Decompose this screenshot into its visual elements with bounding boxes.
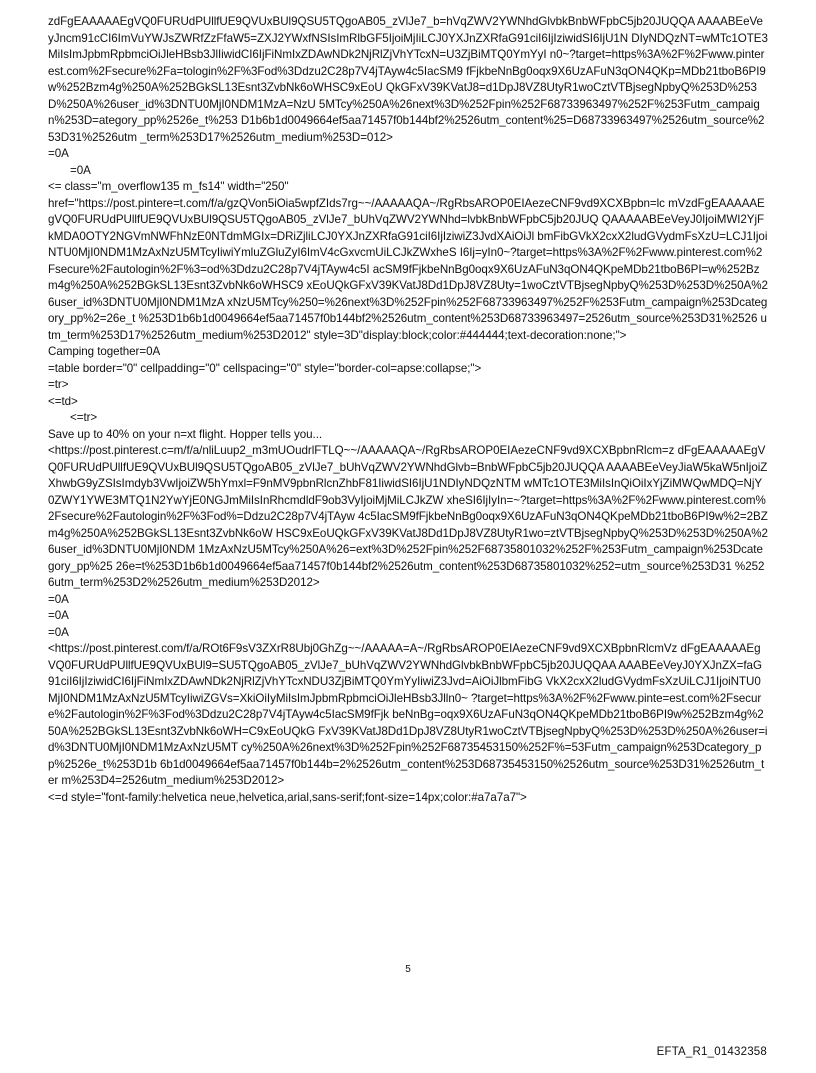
text-line: <https://post.pinterest.c=m/f/a/nliLuup2_m3mUOudrlFTLQ~~/AAAAAQA~/RgRbsAROP0EIAezeCNF9vd9XCXBpbnRlcm=z dFgEAAAAAEgVQ0FURUdPUllfUE9QVUxBUl9QSU5TQgoAB05_zVlJe7_bUhVqZWV2YWNhdGlvb=BnbWFpbC5jb20JUQQA AAAABEeVeyJiaW5kaW5nIjoiZXhwbG9yZSIsImdyb3VwIjoiZW5hYmxl=F9nMV9pbnRlcnZhbF81IiwidSI6IjU1NDIyNDQzNTM wMTc1OTE3MiIsInQiOiIxYjZiMWQwMDQ=NjY0ZWY1YWE3MTQ1N2YwYjE0NGJmMiIsInRhcmdldF9ob3VyIjoiMjMiLCJkZW xheSI6IjIyIn=~?target=https%3A%2F%2Fwww.pinterest.com%2Fsecure%2Fautologin%2F%3Fod%=Ddzu2C28p7V4jTAyw 4c5IacSM9fFjkbeNnBg0oqx9X6UzAFuN3qON4QKpeMDb21tboB6PI9w%2=2BZm4g%250A%252BGkSL13Esnt3ZvbNk6oW HSC9xEoUQkGFxV39KVatJ8Dd1DpJ8VZ8UtyR1wo=ztVTBjsegNpbyQ%253D%253D%250A%26user_id%3DNTU0MjI0NDM 1MzAxNzU5MTcy%250A%26=ext%3D%252Fpin%252F68735801032%252F%253Futm_campaign%253Dcategory_pp%25 26e=t%253D1b6b1d0049664ef5aa71457f0b144bf2%2526utm_content%253D68735801032%252=utm_source%253D31 %2526utm_term%253D2%2526utm_medium%253D2012> — [48, 444, 768, 589]
text-line: <=d style="font-family:helvetica neue,helvetica,arial,sans-serif;font-size=14px;color:#a7a7a7"> — [48, 790, 527, 804]
text-line: =0A — [48, 147, 69, 160]
text-line: =table border="0" cellpadding="0" cellspacing="0" style="border-col=apse:collapse;"> — [48, 361, 482, 375]
text-line: Save up to 40% on your n=xt flight. Hopper tells you... — [48, 427, 323, 441]
text-line: =0A — [48, 609, 69, 622]
text-line: <=tr> — [70, 411, 98, 424]
page-number: 5 — [405, 964, 411, 975]
text-line: zdFgEAAAAAEgVQ0FURUdPUllfUE9QVUxBUl9QSU5TQgoAB05_zVlJe7_b=hVqZWV2YWNhdGlvbkBnbWFpbC5jb20JUQQA AAAABEeVeyJncm91cCI6ImVuYWJsZWRfZzFfaW5=ZXJ2YWxfNSIsImRlbGF5IjoiMjIiLCJ0YXJnZXRfaG91ciI6IjIziwidSI6IjU1N DIyNDQzNT=wMTc1OTE3MiIsImJpbmRpbmciOiJleHBsb3JlIiwidCI6IjFiNmIxZDAwNDk2NjRlZjVhYTcxN=U3ZjBiMTQ0YmYyI n0~?target=https%3A%2F%2Fwww.pinterest.com%2Fsecure%2Fa=tologin%2F%3Fod%3Ddzu2C28p7V4jTAyw4c5IacSM9 fFjkbeNnBg0oqx9X6UzAFuN3qON4QKp=MDb21tboB6PI9w%252Bzm4g%250A%252BGkSL13Esnt3ZvbNk6oWHSC9xEoU QkGFxV39KVatJ8=d1DpJ8VZ8UtyR1woCztVTBjsegNpbyQ%253D%253D%250A%26user_id%3DNTU0MjI0NDM1MzA=NzU 5MTcy%250A%26next%3D%252Fpin%252F68733963497%252F%253Futm_campaign%253D=ategory_pp%2526e_t%253 D1b6b1d0049664ef5aa71457f0b144bf2%2526utm_content%25=D68733963497%2526utm_source%253D31%2526utm _term%253D17%2526utm_medium%253D=012> — [48, 15, 768, 144]
text-line: =0A — [48, 625, 69, 639]
text-line: =0A — [70, 163, 91, 177]
text-line: =0A — [48, 592, 69, 606]
text-line: <= class="m_overflow135 m_fs14" width="250" — [48, 180, 289, 193]
text-line: <https://post.pinterest.com/f/a/ROt6F9sV3ZXrR8Ubj0GhZg~~/AAAAA=A~/RgRbsAROP0EIAezeCNF9vd9XCXBpbnRlcmVz dFgEAAAAAEgVQ0FURUdPUllfUE9QVUxBUl9=SU5TQgoAB05_zVlJe7_bUhVqZWV2YWNhdGlvbkBnbWFpbC5jb20JUQQAA AAABEeVeyJ0YXJnZX=faG91ciI6IjIziwidCI6IjFiNmIxZDAwNDk2NjRlZjVhYTcxNDU3ZjBiMTQ0YmYyIiwiZ3Jvd=AiOiJlbmFibG VkX2cxX2ludGVydmFsXzUiLCJ1IjoiNTU0MjI0NDM1MzAxNzU5MTcyIiwiZGVs=XkiOiIyMiIsImJpbmRpbmciOiJleHBsb3Jlln0~ ?target=https%3A%2F%2Fwww.pinte=est.com%2Fsecure%2Fautologin%2F%3Fod%3Ddzu2C28p7V4jTAyw4c5IacSM9fFjk beNnBg=oqx9X6UzAFuN3qON4QKpeMDb21tboB6PI9w%252Bzm4g%250A%252BGkSL13Esnt3ZvbNk6oWH=C9xEoUQkG FxV39KVatJ8Dd1DpJ8VZ8UtyR1woCztVTBjsegNpbyQ%253D%253D%250A%26user=id%3DNTU0MjI0NDM1MzAxNzU5MT cy%250A%26next%3D%252Fpin%252F68735453150%252F%=53Futm_campaign%253Dcategory_pp%2526e_t%253D1b 6b1d0049664ef5aa71457f0b144b=2%2526utm_content%253D68735453150%2526utm_source%253D31%2526utm_ter m%253D4=2526utm_medium%253D2012> — [48, 642, 768, 787]
bates-number: EFTA_R1_01432358 — [656, 1046, 767, 1058]
text-line: =tr> — [48, 378, 69, 391]
text-line: <=td> — [48, 394, 78, 408]
text-line: Camping together=0A — [48, 345, 161, 358]
document-body — [48, 14, 768, 806]
text-line: href="https://post.pintere=t.com/f/a/gzQVon5iOia5wpfZIds7rg~~/AAAAAQA~/RgRbsAROP0EIAezeCNF9vd9XCXBpbn=lc mVzdFgEAAAAAEgVQ0FURUdPUllfUE9QVUxBUl9QSU5TQgoAB05_zVlJe7_bUhVqZWV2YWNhd=lvbkBnbWFpbC5jb20JUQ QAAAAABEeVeyJ0IjoiMWI2YjFkMDA0OTY2NGVmNWFhNzE0NTdmMGIx=DRiZjliLCJ0YXJnZXRfaG91ciI6IjIziwiZ3JvdXAiOiJl bmFibGVkX2cxX2ludGVydmFsXzU=LCJ1IjoiNTU0MjI0NDM1MzAxNzU5MTcyIiwiYmluZGluZyI6ImV4cGxvcmUiLCJkZWxheS I6Ij=yIn0~?target=https%3A%2F%2Fwww.pinterest.com%2Fsecure%2Fautologin%2F%3=od%3Ddzu2C28p7V4jTAyw4c5I acSM9fFjkbeNnBg0oqx9X6UzAFuN3qON4QKpeMDb21tboB6PI=w%252Bzm4g%250A%252BGkSL13Esnt3ZvbNk6oWHSC9 xEoUQkGFxV39KVatJ8Dd1DpJ8VZ8Uty=1woCztVTBjsegNpbyQ%253D%253D%250A%26user_id%3DNTU0MjI0NDM1MzA xNzU5MTcy%250=%26next%3D%252Fpin%252F68733963497%252F%253Futm_campaign%253Dcategory_pp%2=26e_t %253D1b6b1d0049664ef5aa71457f0b144bf2%2526utm_content%253D68733963497=2526utm_source%253D31%2526 utm_term%253D17%2526utm_medium%253D2012" style=3D"display:block;color:#444444;text-decoration:none;"> — [48, 196, 768, 342]
